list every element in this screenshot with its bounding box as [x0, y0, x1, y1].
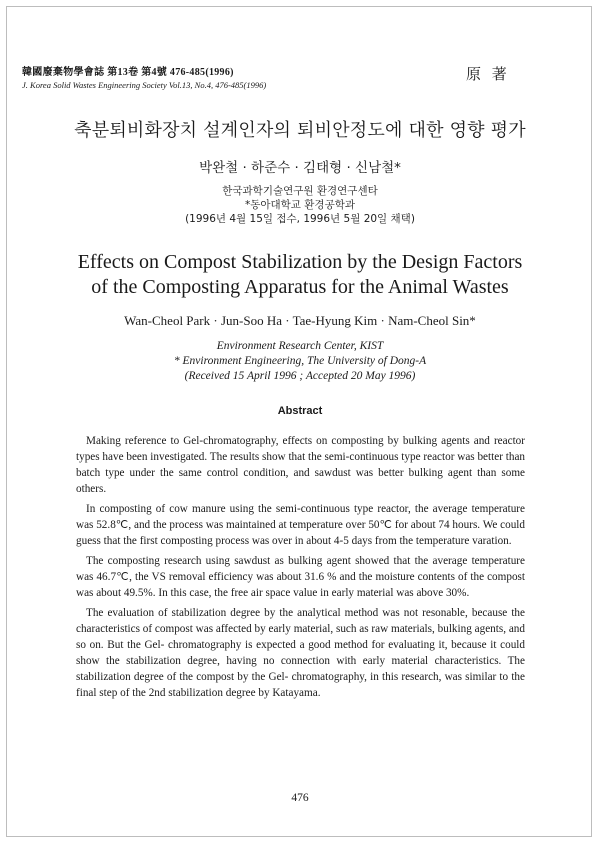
title-line: Effects on Compost Stabilization by the Design Factors	[77, 251, 523, 273]
abstract-paragraph: In composting of cow manure using the semi-continuous type reactor, the average temperature was 52.8℃, and the process was maintained at temperature over 50℃ for about 74 hours. We could guess that the first composting process was over in about 4-5 days from the temperature varation.	[76, 503, 525, 547]
abstract-body	[76, 433, 525, 705]
authors-english: Wan-Cheol Park · Jun-Soo Ha · Tae-Hyung Kim · Nam-Cheol Sin*	[124, 313, 476, 328]
affiliation-line: 한국과학기술연구원 환경연구센타	[222, 185, 378, 197]
received-dates-english: (Received 15 April 1996 ; Accepted 20 May 1996)	[184, 370, 416, 382]
received-dates-korean: (1996년 4월 15일 접수, 1996년 5월 20일 채택)	[185, 213, 415, 225]
affiliations-english	[0, 339, 600, 384]
journal-citation-korean: 韓國廢棄物學會誌 第13卷 第4號 476-485(1996)	[22, 67, 234, 78]
abstract-paragraph: The composting research using sawdust as bulking agent showed that the average temperature was 46.7℃, the VS removal efficiency was about 31.6 % and the moisture contents of the compost was about 49.5%. In this case, the free air space value in early material was above 30%.	[76, 555, 525, 599]
affiliations-korean	[0, 184, 600, 226]
title-line: of the Composting Apparatus for the Animal Wastes	[91, 276, 509, 298]
paper-title-english	[0, 250, 600, 300]
article-type-label: 原 著	[466, 65, 510, 83]
affiliation-line: *동아대학교 환경공학과	[244, 199, 356, 211]
journal-header	[22, 66, 442, 92]
journal-citation-english: J. Korea Solid Wastes Engineering Society Vol.13, No.4, 476-485(1996)	[22, 80, 267, 90]
paper-title-korean: 축분퇴비화장치 설계인자의 퇴비안정도에 대한 영향 평가	[74, 120, 526, 141]
abstract-paragraph: The evaluation of stabilization degree by the analytical method was not resonable, because the characteristics of compost was affected by early material, such as raw materials, bulking agents, and so on. But the Gel- chromatography is expected a good method for evaluating it, because it could show the stabilization degree, having no connection with early material characteristics. The stabilization degree of the compost by the Gel- chromatography, in this research, was similar to the final step of the 2nd stabilization degree by Katayama.	[76, 607, 525, 699]
page-number: 476	[291, 792, 309, 804]
affiliation-line: Environment Research Center, KIST	[216, 340, 384, 352]
abstract-paragraph: Making reference to Gel-chromatography, effects on composting by bulking agents and reactor types have been investigated. The results show that the semi-continuous type reactor was better than batch type under the same control condition, and sawdust was better bulking agent than some others.	[76, 435, 525, 495]
abstract-heading: Abstract	[277, 405, 323, 417]
authors-korean: 박완철 · 하준수 · 김태형 · 신남철*	[199, 160, 401, 176]
affiliation-line: * Environment Engineering, The University of Dong-A	[173, 355, 427, 367]
